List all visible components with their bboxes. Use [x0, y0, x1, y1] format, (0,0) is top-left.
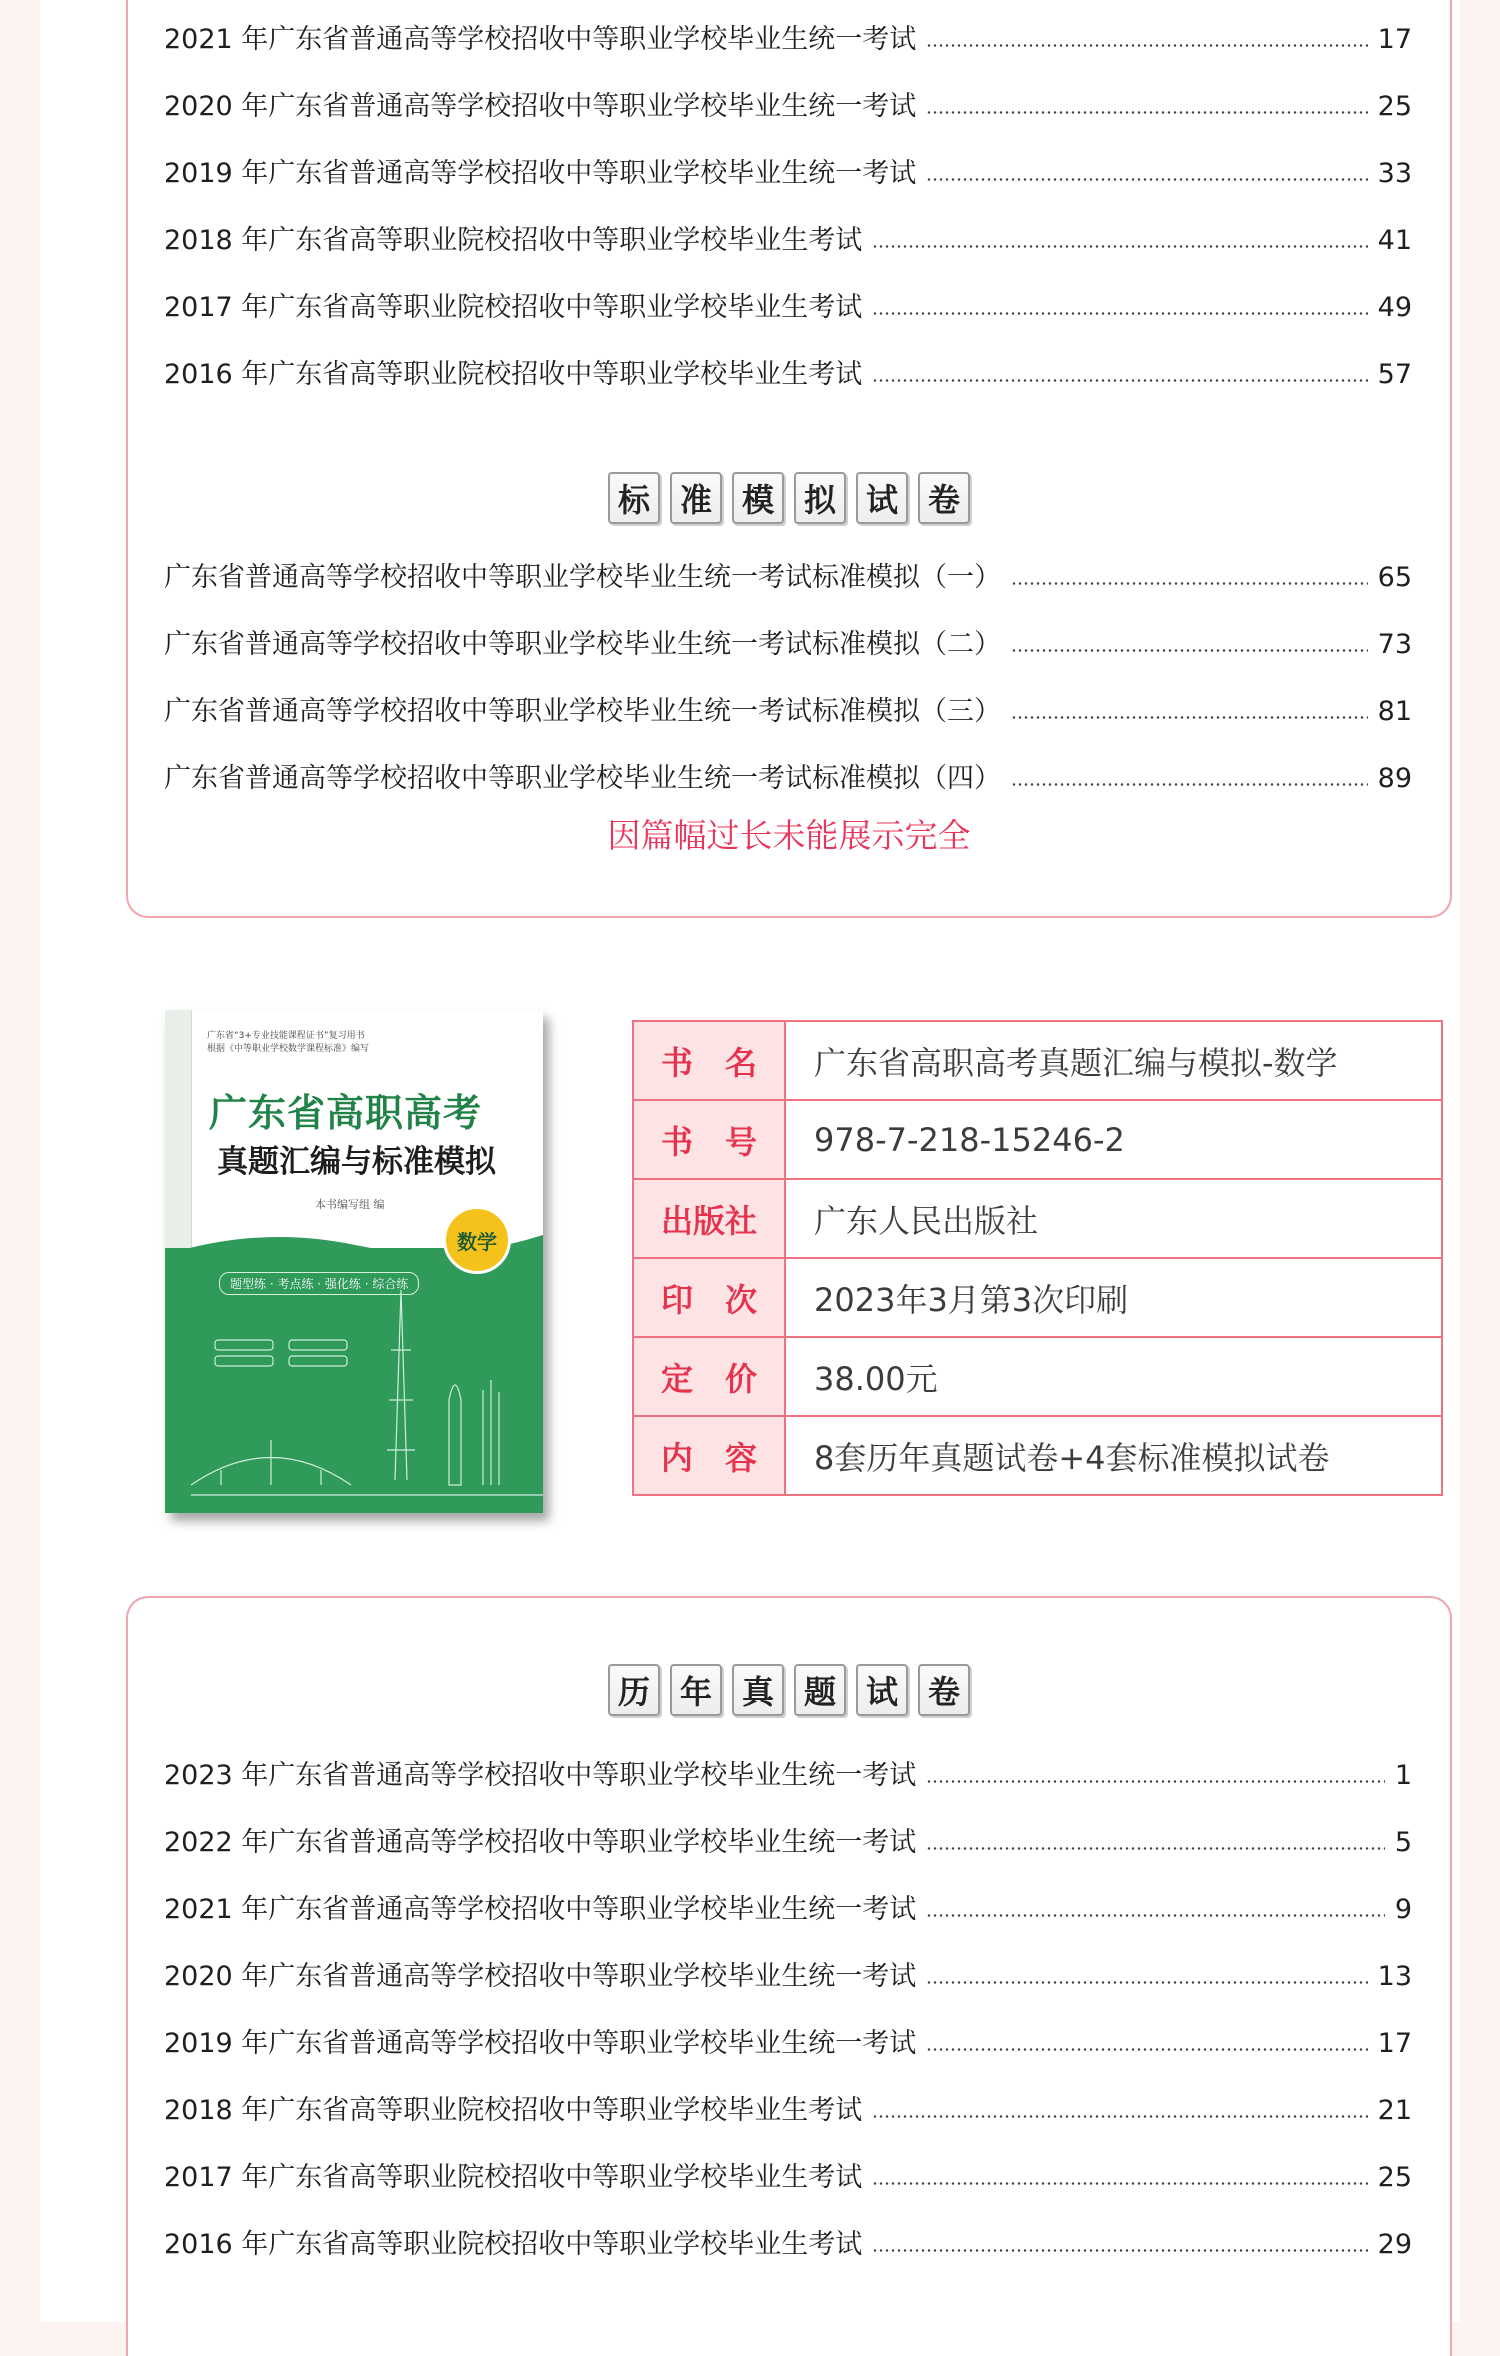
info-key: 内 容	[633, 1416, 785, 1495]
leader-dots	[926, 1847, 1385, 1850]
toc-row	[164, 0, 1412, 6]
info-value: 2023年3月第3次印刷	[785, 1258, 1442, 1337]
toc-row-page: 17	[1377, 2028, 1412, 2059]
leader-dots	[926, 44, 1367, 47]
book-title-line-1: 广东省高职高考	[209, 1090, 483, 1135]
book-info-table	[632, 1020, 1443, 1496]
toc-row	[164, 756, 1412, 802]
info-value: 38.00元	[785, 1337, 1442, 1416]
info-value: 广东省高职高考真题汇编与模拟-数学	[785, 1021, 1442, 1100]
toc-row-title: 2019 年广东省普通高等学校招收中等职业学校毕业生统一考试	[164, 2028, 917, 2059]
toc-row-page: 81	[1377, 696, 1412, 727]
book-cover	[165, 1010, 543, 1513]
toc-row	[164, 1887, 1412, 1933]
leader-dots	[872, 379, 1367, 382]
toc-row-page: 41	[1377, 225, 1412, 256]
toc-row-page: 65	[1377, 562, 1412, 593]
toc-row-page: 25	[1377, 91, 1412, 122]
toc-row	[164, 555, 1412, 601]
leader-dots	[872, 2249, 1367, 2252]
section-title-char: 卷	[918, 472, 970, 524]
page	[40, 0, 1460, 2322]
toc-row	[164, 2021, 1412, 2067]
toc-row-page: 49	[1377, 292, 1412, 323]
leader-dots	[872, 245, 1367, 248]
toc-row-title	[164, 0, 916, 6]
toc-row-title: 2016 年广东省高等职业院校招收中等职业学校毕业生考试	[164, 2229, 863, 2260]
toc-row-title: 广东省普通高等学校招收中等职业学校毕业生统一考试标准模拟（四）	[164, 763, 1001, 794]
toc-row-title: 2023 年广东省普通高等学校招收中等职业学校毕业生统一考试	[164, 1760, 917, 1791]
toc-row-title: 2018 年广东省高等职业院校招收中等职业学校毕业生考试	[164, 225, 863, 256]
toc-row	[164, 84, 1412, 130]
leader-dots	[872, 2115, 1367, 2118]
info-row	[633, 1021, 1442, 1100]
section-title-char: 真	[732, 1664, 784, 1716]
leader-dots	[926, 178, 1367, 181]
info-value: 978-7-218-15246-2	[785, 1100, 1442, 1179]
section-title-mock	[128, 472, 1450, 524]
leader-dots	[926, 1914, 1385, 1917]
toc-row-page: 29	[1377, 2229, 1412, 2260]
truncation-note: 因篇幅过长未能展示完全	[607, 816, 971, 855]
toc-row	[164, 352, 1412, 398]
section-title-char: 试	[856, 1664, 908, 1716]
leader-dots	[926, 111, 1367, 114]
info-value: 8套历年真题试卷+4套标准模拟试卷	[785, 1416, 1442, 1495]
toc-row-title: 2020 年广东省普通高等学校招收中等职业学校毕业生统一考试	[164, 1961, 917, 1992]
section-title-char: 试	[856, 472, 908, 524]
info-key: 书 名	[633, 1021, 785, 1100]
section-title-char: 卷	[918, 1664, 970, 1716]
toc-row	[164, 151, 1412, 197]
toc-row-title: 广东省普通高等学校招收中等职业学校毕业生统一考试标准模拟（一）	[164, 562, 1001, 593]
toc-row-page: 21	[1377, 2095, 1412, 2126]
section-title-char: 标	[608, 472, 660, 524]
info-row	[633, 1100, 1442, 1179]
toc-row-page: 33	[1377, 158, 1412, 189]
section-title-char: 历	[608, 1664, 660, 1716]
city-skyline-icon	[191, 1280, 543, 1513]
book-title-line-2: 真题汇编与标准模拟	[217, 1144, 496, 1180]
section-title-char: 年	[670, 1664, 722, 1716]
leader-dots	[872, 312, 1367, 315]
info-row	[633, 1258, 1442, 1337]
section-title-char: 模	[732, 472, 784, 524]
toc-row-title: 2016 年广东省高等职业院校招收中等职业学校毕业生考试	[164, 359, 863, 390]
info-row	[633, 1179, 1442, 1258]
toc-row-page	[1395, 0, 1412, 6]
leader-dots	[1011, 649, 1368, 652]
leader-dots	[1011, 582, 1368, 585]
info-key: 出版社	[633, 1179, 785, 1258]
toc-row-page: 73	[1377, 629, 1412, 660]
section-title-char: 准	[670, 472, 722, 524]
info-key: 印 次	[633, 1258, 785, 1337]
leader-dots	[1011, 783, 1368, 786]
section-title-char: 题	[794, 1664, 846, 1716]
book-features: 题型练 · 考点练 · 强化练 · 综合练	[219, 1272, 419, 1295]
toc-row-page: 17	[1377, 24, 1412, 55]
leader-dots	[1011, 716, 1368, 719]
toc-row-title: 2021 年广东省普通高等学校招收中等职业学校毕业生统一考试	[164, 1894, 917, 1925]
toc-row	[164, 1954, 1412, 2000]
subject-badge: 数学	[443, 1206, 511, 1274]
toc-row	[164, 1753, 1412, 1799]
toc-row-page: 89	[1377, 763, 1412, 794]
toc-row-title: 2021 年广东省普通高等学校招收中等职业学校毕业生统一考试	[164, 24, 917, 55]
leader-dots	[926, 1780, 1385, 1783]
toc-row-title: 2017 年广东省高等职业院校招收中等职业学校毕业生考试	[164, 2162, 863, 2193]
info-row	[633, 1416, 1442, 1495]
toc-card-bottom	[126, 1596, 1452, 2356]
toc-row-title: 2017 年广东省高等职业院校招收中等职业学校毕业生考试	[164, 292, 863, 323]
toc-card-top	[126, 0, 1452, 918]
toc-row-page: 1	[1394, 1760, 1412, 1791]
toc-row	[164, 689, 1412, 735]
info-key: 书 号	[633, 1100, 785, 1179]
toc-row-page: 57	[1377, 359, 1412, 390]
section-title-char: 拟	[794, 472, 846, 524]
toc-row-page: 5	[1394, 1827, 1412, 1858]
toc-row-page: 13	[1377, 1961, 1412, 1992]
leader-dots	[872, 2182, 1367, 2185]
toc-row-title: 广东省普通高等学校招收中等职业学校毕业生统一考试标准模拟（三）	[164, 696, 1001, 727]
toc-row	[164, 2155, 1412, 2201]
toc-row-title: 2018 年广东省高等职业院校招收中等职业学校毕业生考试	[164, 2095, 863, 2126]
toc-row-title: 2020 年广东省普通高等学校招收中等职业学校毕业生统一考试	[164, 91, 917, 122]
toc-row	[164, 17, 1412, 63]
toc-row-title: 2019 年广东省普通高等学校招收中等职业学校毕业生统一考试	[164, 158, 917, 189]
toc-row	[164, 2222, 1412, 2268]
toc-row-page: 9	[1394, 1894, 1412, 1925]
leader-dots	[926, 1981, 1367, 1984]
toc-row	[164, 2088, 1412, 2134]
toc-row	[164, 1820, 1412, 1866]
book-top-text: 广东省“3+专业技能课程证书”复习用书 根据《中等职业学校数学课程标准》编写	[207, 1031, 370, 1054]
toc-row-page: 25	[1377, 2162, 1412, 2193]
leader-dots	[926, 2048, 1367, 2051]
info-value: 广东人民出版社	[785, 1179, 1442, 1258]
toc-row	[164, 218, 1412, 264]
info-key: 定 价	[633, 1337, 785, 1416]
book-editor: 本书编写组 编	[315, 1198, 385, 1211]
toc-row	[164, 622, 1412, 668]
info-row	[633, 1337, 1442, 1416]
toc-row-title: 2022 年广东省普通高等学校招收中等职业学校毕业生统一考试	[164, 1827, 917, 1858]
toc-row	[164, 285, 1412, 331]
section-title-past	[128, 1664, 1450, 1716]
toc-row-title: 广东省普通高等学校招收中等职业学校毕业生统一考试标准模拟（二）	[164, 629, 1001, 660]
